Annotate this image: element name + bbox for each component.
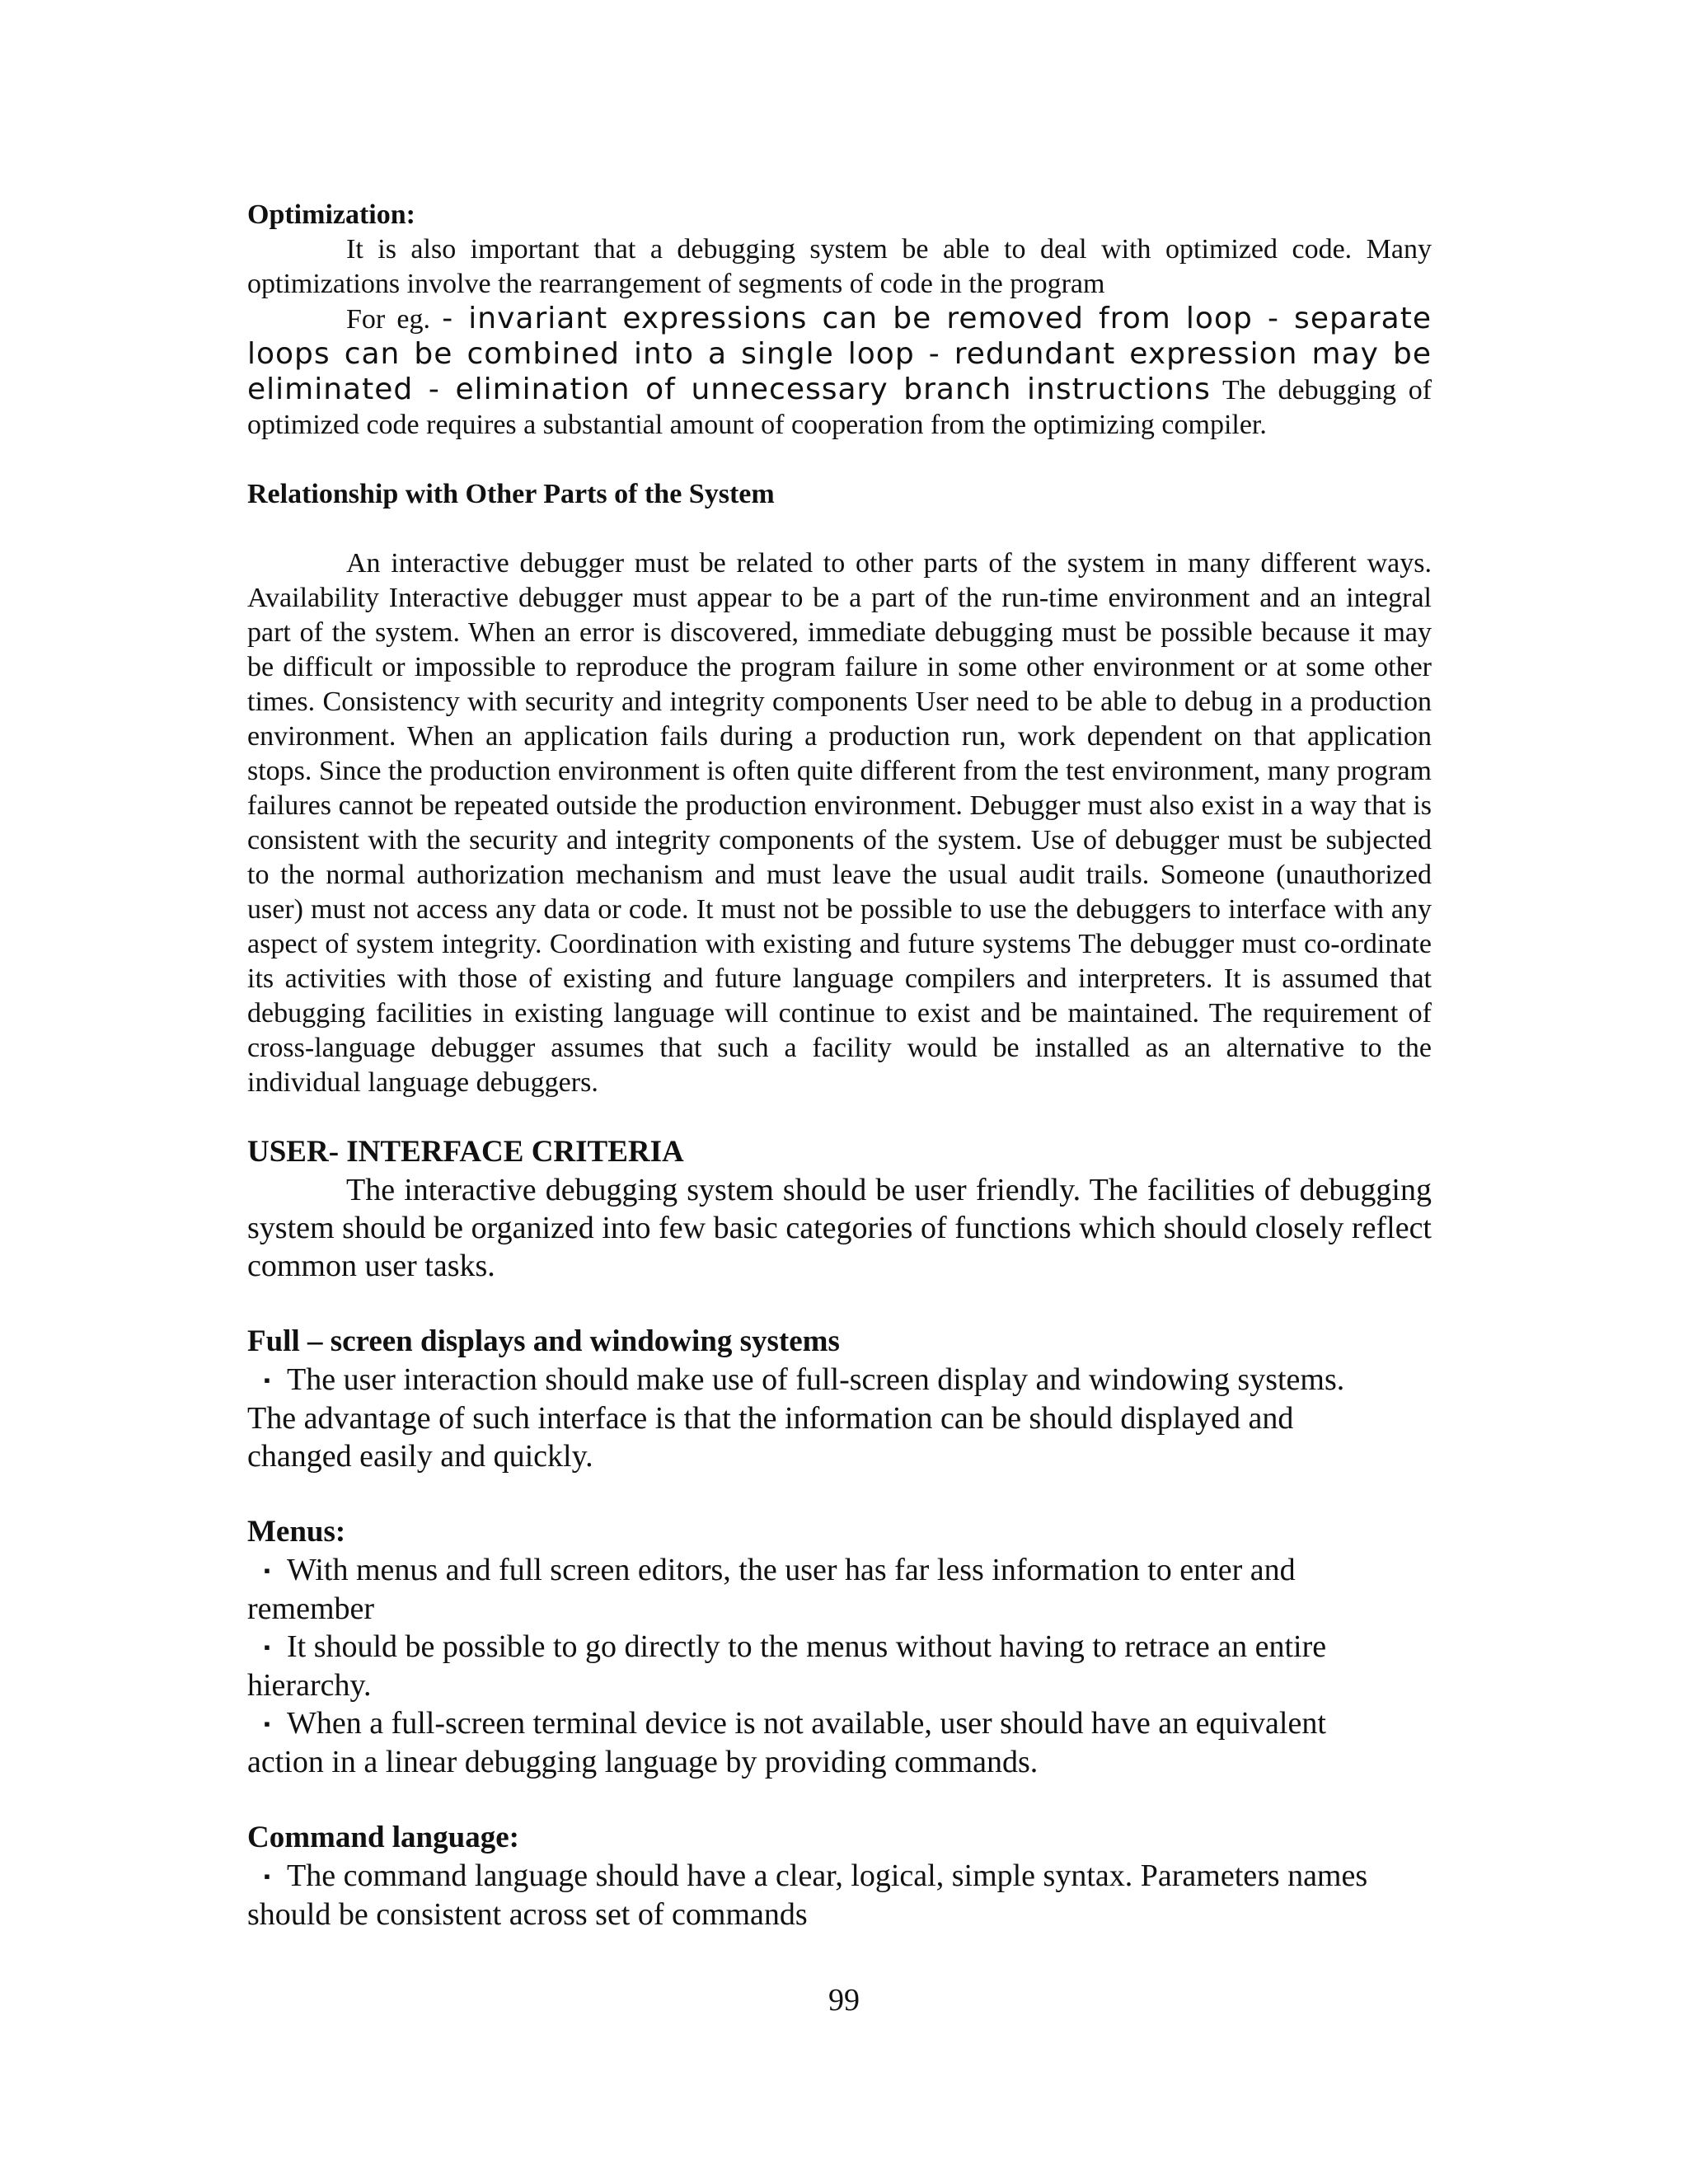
menus-bullet-3: [247, 1704, 1401, 1781]
command-heading: Command language:: [247, 1821, 519, 1854]
bullet-icon: ▪: [264, 1560, 270, 1581]
fullscreen-heading: Full – screen displays and windowing systems: [247, 1324, 840, 1358]
bullet-text: The command language should have a clear, logical, simple syntax. Parameters names should be consistent across set of commands: [247, 1858, 1368, 1932]
example-prefix: For eg.: [346, 304, 430, 335]
fullscreen-continuation: The advantage of such interface is that the information can be should displayed and changed easily and quickly.: [247, 1401, 1294, 1474]
ui-criteria-paragraph: The interactive debugging system should be user friendly. The facilities of debugging system should be organized into few basic categories of functions which should closely reflect common user tasks.: [247, 1173, 1432, 1283]
relationship-heading: Relationship with Other Parts of the System: [247, 479, 775, 509]
menus-bullet-1: [247, 1551, 1401, 1628]
bullet-text: When a full-screen terminal device is not available, user should have an equivalent action in a linear debugging language by providing commands.: [247, 1706, 1326, 1779]
command-bullet-1: [247, 1857, 1432, 1933]
optimization-paragraph: It is also important that a debugging system be able to deal with optimized code. Many optimizations involve the rearrangement of segments of code in the program: [247, 234, 1432, 299]
menus-heading: Menus:: [247, 1515, 346, 1549]
optimization-example-paragraph: [247, 302, 1432, 443]
bullet-text: The user interaction should make use of full-screen display and windowing systems.: [287, 1362, 1345, 1397]
bullet-icon: ▪: [264, 1637, 270, 1657]
optimization-heading: Optimization:: [247, 199, 415, 230]
bullet-icon: ▪: [264, 1866, 270, 1886]
fullscreen-bullet: [247, 1361, 1432, 1399]
page-content: [247, 198, 1432, 1933]
example-suffix: The debugging of optimized code requires a substantial amount of cooperation from the optimizing compiler.: [247, 375, 1432, 440]
relationship-paragraph: An interactive debugger must be related to other parts of the system in many different ways. Availability Interactive debugger must appear to be a part of the run-time environment and an integral part of the system. When an error is discovered, immediate debugging must be possible because it may be difficult or impossible to reproduce the program failure in some other environment or at some other times. Consistency with security and integrity components User need to be able to debug in a production environment. When an application fails during a production run, work dependent on that application stops. Since the production environment is often quite different from the test environment, many program failures cannot be repeated outside the production environment. Debugger must also exist in a way that is consistent with the security and integrity components of the system. Use of debugger must be subjected to the normal authorization mechanism and must leave the usual audit trails. Someone (unauthorized user) must not access any data or code. It must not be possible to use the debuggers to interface with any aspect of system integrity. Coordination with existing and future systems The debugger must co-ordinate its activities with those of existing and future language compilers and interpreters. It is assumed that debugging facilities in existing language will continue to exist and be maintained. The requirement of cross-language debugger assumes that such a facility would be installed as an alternative to the individual language debuggers.: [247, 548, 1432, 1098]
bullet-icon: ▪: [264, 1713, 270, 1734]
example-list: - invariant expressions can be removed from loop - separate loops can be combined into a single loop - redundant expression may be eliminated - elimination of unnecessary branch instructions: [247, 302, 1432, 406]
ui-criteria-heading: USER- INTERFACE CRITERIA: [247, 1135, 684, 1169]
page-number: 99: [828, 1983, 860, 2018]
bullet-icon: ▪: [264, 1370, 270, 1390]
bullet-text: With menus and full screen editors, the user has far less information to enter and remember: [247, 1553, 1296, 1626]
bullet-text: It should be possible to go directly to the menus without having to retrace an entire hierarchy.: [247, 1629, 1327, 1703]
menus-bullet-2: [247, 1628, 1401, 1704]
